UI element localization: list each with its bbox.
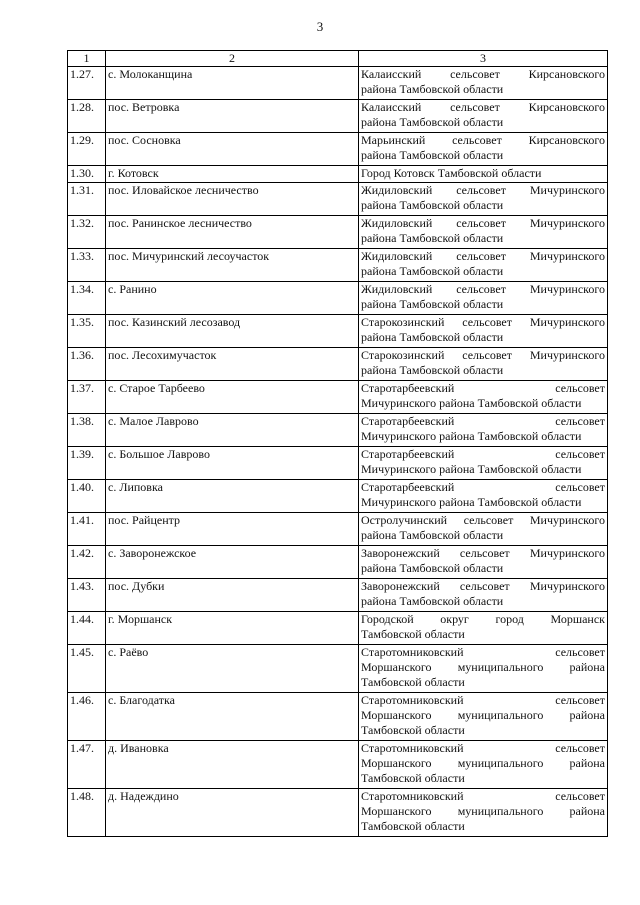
table-row (68, 447, 608, 480)
row-number: 1.46. (68, 693, 106, 741)
description-line: Старотарбеевский сельсовет (361, 381, 605, 395)
municipality-description (359, 348, 608, 381)
row-number: 1.44. (68, 612, 106, 645)
table-row (68, 249, 608, 282)
row-number: 1.33. (68, 249, 106, 282)
table-row (68, 480, 608, 513)
description-line: Старотарбеевский сельсовет (361, 447, 605, 461)
table-row (68, 133, 608, 166)
table-row (68, 348, 608, 381)
description-line: района Тамбовской области (361, 297, 504, 311)
municipality-description (359, 282, 608, 315)
table-row (68, 513, 608, 546)
settlement-name: с. Заворонежское (106, 546, 359, 579)
row-number: 1.48. (68, 789, 106, 837)
description-line: района Тамбовской области (361, 148, 504, 162)
description-line: Тамбовской области (361, 771, 465, 785)
municipality-description (359, 166, 608, 183)
description-line: Город Котовск Тамбовской области (361, 166, 542, 180)
row-number: 1.34. (68, 282, 106, 315)
description-line: Остролучинский сельсовет Мичуринского (361, 513, 605, 527)
description-line: Тамбовской области (361, 675, 465, 689)
table-row (68, 645, 608, 693)
row-number: 1.32. (68, 216, 106, 249)
table-row (68, 67, 608, 100)
settlement-name: пос. Ранинское лесничество (106, 216, 359, 249)
table-row (68, 216, 608, 249)
settlement-name: пос. Ветровка (106, 100, 359, 133)
description-line: Тамбовской области (361, 819, 465, 833)
table-row (68, 166, 608, 183)
row-number: 1.40. (68, 480, 106, 513)
description-line: Тамбовской области (361, 627, 465, 641)
table-row (68, 315, 608, 348)
description-line: Мичуринского района Тамбовской области (361, 396, 582, 410)
row-number: 1.39. (68, 447, 106, 480)
settlement-name: д. Ивановка (106, 741, 359, 789)
row-number: 1.36. (68, 348, 106, 381)
municipality-description (359, 579, 608, 612)
municipality-description (359, 693, 608, 741)
description-line: Заворонежский сельсовет Мичуринского (361, 579, 605, 593)
settlement-name: г. Моршанск (106, 612, 359, 645)
municipality-description (359, 133, 608, 166)
description-line: района Тамбовской области (361, 231, 504, 245)
table-row (68, 579, 608, 612)
table-row (68, 282, 608, 315)
description-line: Марьинский сельсовет Кирсановского (361, 133, 605, 147)
settlement-name: с. Благодатка (106, 693, 359, 741)
description-line: Городской округ город Моршанск (361, 612, 605, 626)
settlement-name: пос. Казинский лесозавод (106, 315, 359, 348)
description-line: Моршанского муниципального района (361, 708, 605, 722)
settlement-name: пос. Мичуринский лесоучасток (106, 249, 359, 282)
description-line: Старотарбеевский сельсовет (361, 414, 605, 428)
description-line: Мичуринского района Тамбовской области (361, 429, 582, 443)
row-number: 1.42. (68, 546, 106, 579)
municipality-description (359, 513, 608, 546)
description-line: района Тамбовской области (361, 561, 504, 575)
description-line: района Тамбовской области (361, 330, 504, 344)
municipality-description (359, 414, 608, 447)
column-header-settlement: 2 (106, 51, 359, 67)
settlement-name: с. Липовка (106, 480, 359, 513)
settlement-name: с. Ранино (106, 282, 359, 315)
municipality-description (359, 67, 608, 100)
page-number: 3 (316, 19, 324, 34)
row-number: 1.30. (68, 166, 106, 183)
description-line: Мичуринского района Тамбовской области (361, 462, 582, 476)
description-line: Моршанского муниципального района (361, 756, 605, 770)
table-row (68, 741, 608, 789)
municipality-description (359, 183, 608, 216)
table-row (68, 546, 608, 579)
description-line: Жидиловский сельсовет Мичуринского (361, 216, 605, 230)
settlement-name: с. Большое Лаврово (106, 447, 359, 480)
description-line: Старокозинский сельсовет Мичуринского (361, 348, 605, 362)
municipality-description (359, 381, 608, 414)
description-line: района Тамбовской области (361, 528, 504, 542)
description-line: района Тамбовской области (361, 115, 504, 129)
row-number: 1.38. (68, 414, 106, 447)
row-number: 1.37. (68, 381, 106, 414)
description-line: Жидиловский сельсовет Мичуринского (361, 249, 605, 263)
settlement-name: д. Надеждино (106, 789, 359, 837)
description-line: Старотомниковский сельсовет (361, 741, 605, 755)
description-line: Старотарбеевский сельсовет (361, 480, 605, 494)
settlement-name: пос. Иловайское лесничество (106, 183, 359, 216)
description-line: района Тамбовской области (361, 594, 504, 608)
table-row (68, 414, 608, 447)
description-line: Старотомниковский сельсовет (361, 693, 605, 707)
settlement-name: с. Молоканщина (106, 67, 359, 100)
table-row (68, 789, 608, 837)
table-row (68, 100, 608, 133)
description-line: Заворонежский сельсовет Мичуринского (361, 546, 605, 560)
table-row (68, 693, 608, 741)
description-line: района Тамбовской области (361, 264, 504, 278)
municipality-description (359, 216, 608, 249)
row-number: 1.43. (68, 579, 106, 612)
settlements-table (67, 50, 608, 837)
row-number: 1.41. (68, 513, 106, 546)
description-line: Жидиловский сельсовет Мичуринского (361, 282, 605, 296)
table-row (68, 183, 608, 216)
settlement-name: с. Малое Лаврово (106, 414, 359, 447)
municipality-description (359, 100, 608, 133)
municipality-description (359, 645, 608, 693)
table-header-row (68, 51, 608, 67)
municipality-description (359, 480, 608, 513)
municipality-description (359, 447, 608, 480)
settlement-name: пос. Райцентр (106, 513, 359, 546)
settlement-name: пос. Сосновка (106, 133, 359, 166)
description-line: Старотомниковский сельсовет (361, 789, 605, 803)
description-line: Старотомниковский сельсовет (361, 645, 605, 659)
municipality-description (359, 789, 608, 837)
municipality-description (359, 315, 608, 348)
settlement-name: с. Старое Тарбеево (106, 381, 359, 414)
column-header-number: 1 (68, 51, 106, 67)
row-number: 1.47. (68, 741, 106, 789)
settlement-name: пос. Лесохимучасток (106, 348, 359, 381)
row-number: 1.45. (68, 645, 106, 693)
table-row (68, 612, 608, 645)
row-number: 1.29. (68, 133, 106, 166)
description-line: Старокозинский сельсовет Мичуринского (361, 315, 605, 329)
column-header-municipality: 3 (359, 51, 608, 67)
description-line: Мичуринского района Тамбовской области (361, 495, 582, 509)
description-line: района Тамбовской области (361, 82, 504, 96)
description-line: района Тамбовской области (361, 198, 504, 212)
description-line: Калаисский сельсовет Кирсановского (361, 100, 605, 114)
settlement-name: пос. Дубки (106, 579, 359, 612)
row-number: 1.35. (68, 315, 106, 348)
description-line: Моршанского муниципального района (361, 804, 605, 818)
municipality-description (359, 612, 608, 645)
description-line: Жидиловский сельсовет Мичуринского (361, 183, 605, 197)
row-number: 1.28. (68, 100, 106, 133)
settlement-name: г. Котовск (106, 166, 359, 183)
row-number: 1.31. (68, 183, 106, 216)
municipality-description (359, 249, 608, 282)
settlement-name: с. Раёво (106, 645, 359, 693)
description-line: Моршанского муниципального района (361, 660, 605, 674)
row-number: 1.27. (68, 67, 106, 100)
description-line: Калаисский сельсовет Кирсановского (361, 67, 605, 81)
description-line: Тамбовской области (361, 723, 465, 737)
municipality-description (359, 741, 608, 789)
municipality-description (359, 546, 608, 579)
description-line: района Тамбовской области (361, 363, 504, 377)
table-row (68, 381, 608, 414)
